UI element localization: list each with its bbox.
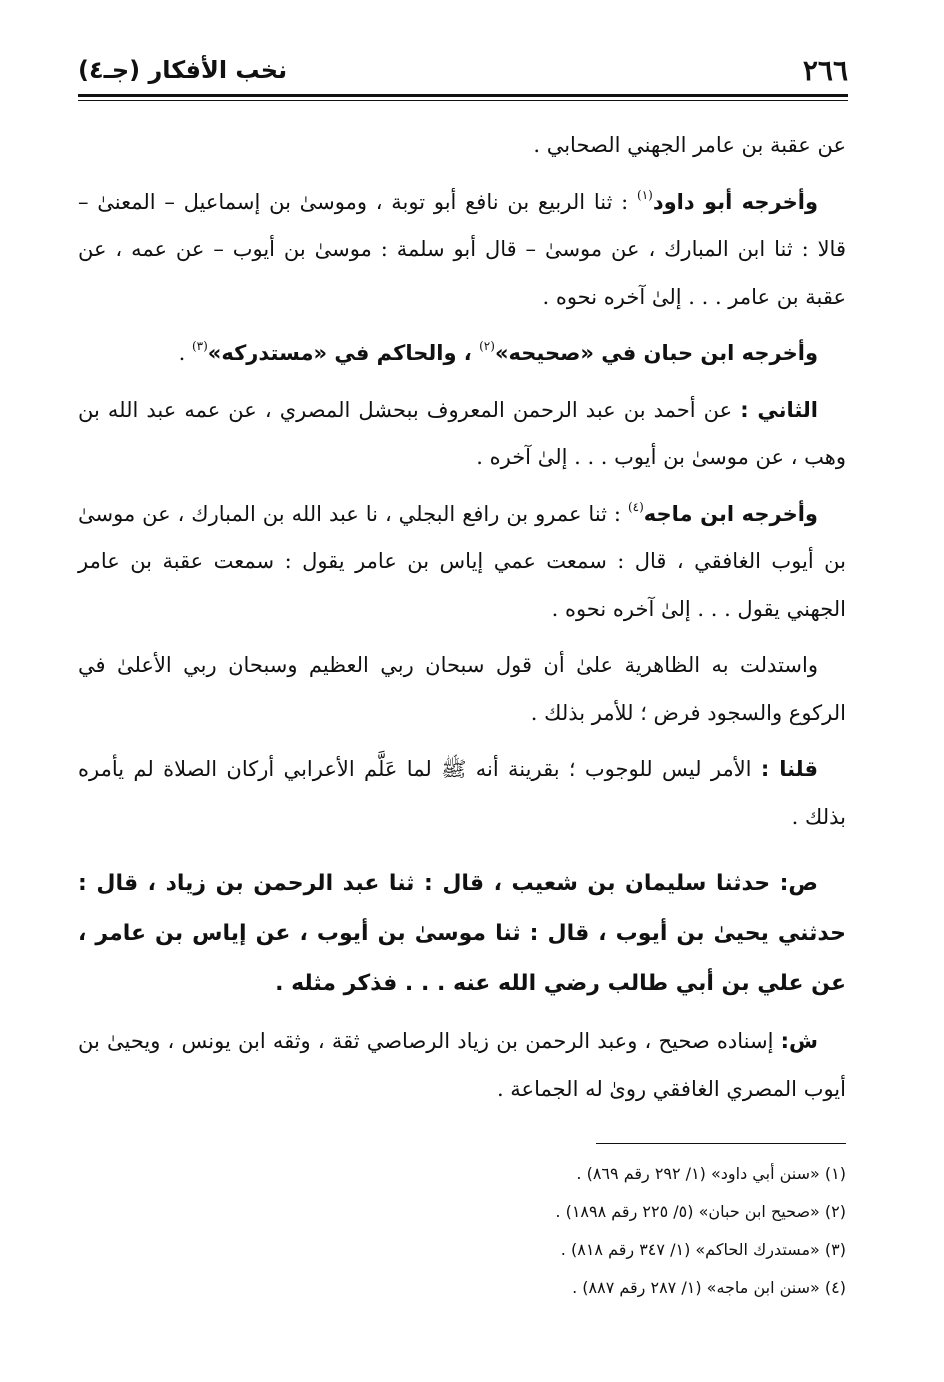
paragraph-zahiriyya (78, 642, 846, 737)
paragraph-text: الأمر ليس للوجوب ؛ بقرينة أنه ﷺ لما عَلَّم الأعرابي أركان الصلاة لم يأمره بذلك . (78, 757, 846, 829)
footnote-item: (٤) «سنن ابن ماجه» (١/ ٢٨٧ رقم ٨٨٧) . (572, 1278, 846, 1297)
main-text-passage (78, 859, 846, 1009)
paragraph-lead: وأخرجه ابن ماجه (643, 501, 818, 526)
paragraph-commentary (78, 1018, 846, 1113)
paragraph-text: إسناده صحيح ، وعبد الرحمن بن زياد الرصاصي ثقة ، وثقه ابن يونس ، ويحيىٰ بن أيوب المصري الغافقي روىٰ له الجماعة . (78, 1029, 846, 1101)
footnote-separator (596, 1143, 846, 1144)
paragraph-ibn-hibban (78, 330, 846, 378)
paragraph-text: عن عقبة بن عامر الجهني الصحابي . (533, 133, 846, 157)
paragraph-text: عن أحمد بن عبد الرحمن المعروف ببحشل المصري ، عن عمه عبد الله بن وهب ، عن موسىٰ بن أيوب . . . إلىٰ آخره . (78, 397, 846, 469)
paragraph-second-chain (78, 387, 846, 482)
paragraph-text: ص: حدثنا سليمان بن شعيب ، قال : ثنا عبد الرحمن بن زياد ، قال : حدثني يحيىٰ بن أيوب ، قال : ثنا موسىٰ بن أيوب ، عن إياس بن عامر ، عن علي بن أبي طالب رضي الله عنه . . . فذكر مثله . (78, 871, 846, 996)
paragraph-lead: ش: (780, 1029, 818, 1053)
footnote-marker: (٣) (191, 339, 208, 353)
paragraph-lead: وأخرجه أبو داود (652, 189, 818, 214)
footnote-marker: (١) (637, 187, 653, 202)
paragraph-lead: وأخرجه ابن حبان في «صحيحه» (494, 341, 818, 365)
paragraph-response (78, 746, 846, 841)
paragraph-lead: قلنا : (760, 757, 818, 781)
body-text (78, 122, 846, 1122)
header-rule (78, 94, 848, 97)
footnotes (98, 1155, 846, 1307)
footnote-item: (١) «سنن أبي داود» (١/ ٢٩٢ رقم ٨٦٩) . (576, 1164, 846, 1183)
footnote-marker: (٢) (479, 339, 495, 353)
paragraph-text: . (178, 341, 192, 365)
paragraph-continuation (78, 122, 846, 170)
footnote-marker: (٤) (627, 499, 644, 514)
paragraph-abu-dawud (78, 179, 846, 322)
paragraph-text: : ثنا الربيع بن نافع أبو توبة ، وموسىٰ بن إسماعيل – المعنىٰ – قالا : ثنا ابن المبارك ، عن موسىٰ – قال أبو سلمة : موسىٰ بن أيوب – عن عمه ، عن عقبة بن عامر . . . إلىٰ آخره نحوه . (78, 189, 846, 309)
footnote-item: (٢) «صحيح ابن حبان» (٥/ ٢٢٥ رقم ١٨٩٨) . (555, 1202, 846, 1221)
paragraph-text: واستدلت به الظاهرية علىٰ أن قول سبحان ربي العظيم وسبحان ربي الأعلىٰ في الركوع والسجود فرض ؛ للأمر بذلك . (78, 653, 846, 725)
page-header (78, 54, 848, 94)
page-number: ٢٦٦ (802, 54, 848, 87)
paragraph-lead-continuation: ، والحاكم في «مستدركه» (207, 341, 480, 365)
paragraph-ibn-majah (78, 491, 846, 634)
running-title: نخب الأفكار (جـ٤) (78, 56, 288, 84)
paragraph-lead: الثاني : (740, 397, 818, 422)
footnote-item: (٣) «مستدرك الحاكم» (١/ ٣٤٧ رقم ٨١٨) . (560, 1240, 846, 1259)
header-rule-thin (78, 100, 848, 101)
paragraph-text: : ثنا عمرو بن رافع البجلي ، نا عبد الله بن المبارك ، عن موسىٰ بن أيوب الغافقي ، قال : سمعت عمي إياس بن عامر يقول : سمعت عقبة بن عامر الجهني يقول . . . إلىٰ آخره نحوه . (78, 501, 846, 621)
